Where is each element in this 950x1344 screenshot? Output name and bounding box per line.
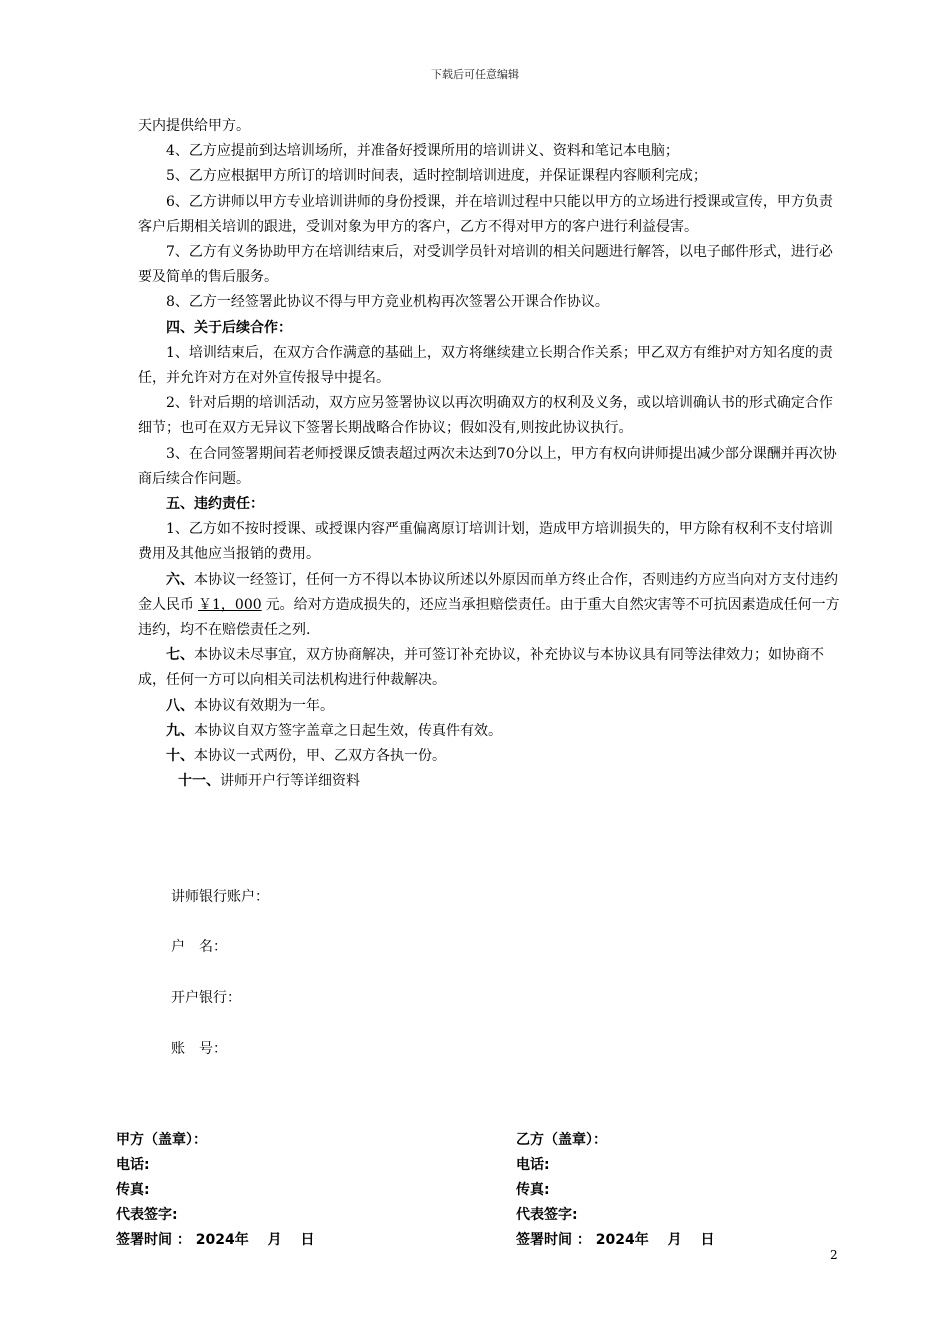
section-6 bbox=[138, 568, 840, 644]
bank-name-label: 开户银行： bbox=[171, 990, 241, 1006]
section-5-item-1: 1、乙方如不按时授课、或授课内容严重偏离原订培训计划，造成甲方培训损失的，甲方除有权利不支付培训费用及其他应当报销的费用。 bbox=[138, 521, 833, 563]
section-8-number: 八、 bbox=[166, 697, 194, 714]
page-number: 2 bbox=[830, 1248, 838, 1262]
section-4-heading: 四、关于后续合作： bbox=[166, 319, 292, 336]
account-number-label: 账 号： bbox=[171, 1041, 227, 1057]
section-10-number: 十、 bbox=[166, 748, 194, 765]
section-10 bbox=[138, 744, 840, 769]
party-b-signature-block bbox=[516, 1128, 714, 1253]
party-b-fax: 传真: bbox=[516, 1182, 550, 1198]
section-7 bbox=[138, 643, 840, 693]
page-header: 下载后可任意编辑 bbox=[431, 68, 519, 81]
party-b-date: 签署时间 ： 2024年 月 日 bbox=[516, 1232, 715, 1248]
section-10-text: 本协议一式两份，甲、乙双方各执一份。 bbox=[194, 748, 446, 765]
section-9-number: 九、 bbox=[166, 722, 194, 739]
section-11 bbox=[138, 769, 840, 794]
party-a-signature-block bbox=[116, 1128, 314, 1253]
party-b-representative: 代表签字: bbox=[516, 1207, 578, 1223]
section-7-number: 七、 bbox=[166, 647, 194, 664]
clause-7: 7、乙方有义务协助甲方在培训结束后，对受训学员针对培训的相关问题进行解答，以电子邮件形式，进行必要及简单的售后服务。 bbox=[138, 244, 833, 286]
section-4-item-3: 3、在合同签署期间若老师授课反馈表超过两次未达到70分以上，甲方有权向讲师提出减少部分课酬并再次协商后续合作问题。 bbox=[138, 445, 837, 487]
document-body bbox=[138, 114, 840, 794]
bank-account-label: 讲师银行账户： bbox=[171, 889, 269, 905]
section-4-item-2: 2、针对后期的培训活动，双方应另签署协议以再次明确双方的权利及义务，或以培训确认书的形式确定合作细节；也可在双方无异议下签署长期战略合作协议；假如没有,则按此协议执行。 bbox=[138, 395, 833, 437]
section-11-text: 讲师开户行等详细资料 bbox=[220, 773, 360, 790]
party-a-seal: 甲方（盖章）： bbox=[116, 1132, 207, 1148]
penalty-amount: ￥1，000 bbox=[198, 596, 262, 613]
section-5-heading: 五、违约责任： bbox=[166, 496, 264, 513]
clause-8: 8、乙方一经签署此协议不得与甲方竞业机构再次签署公开课合作协议。 bbox=[166, 294, 609, 311]
party-a-phone: 电话: bbox=[116, 1157, 150, 1173]
party-a-representative: 代表签字: bbox=[116, 1207, 178, 1223]
section-8-text: 本协议有效期为一年。 bbox=[194, 697, 334, 714]
clause-6: 6、乙方讲师以甲方专业培训讲师的身份授课，并在培训过程中只能以甲方的立场进行授课或宣传，甲方负责客户后期相关培训的跟进，受训对象为甲方的客户，乙方不得对甲方的客户进行利益侵害。 bbox=[138, 193, 833, 235]
clause-5: 5、乙方应根据甲方所订的培训时间表，适时控制培训进度，并保证课程内容顺利完成； bbox=[166, 168, 707, 185]
party-a-fax: 传真: bbox=[116, 1182, 150, 1198]
section-9 bbox=[138, 719, 840, 744]
section-4-item-1: 1、培训结束后，在双方合作满意的基础上，双方将继续建立长期合作关系；甲乙双方有维护对方知名度的责任，并允许对方在对外宣传报导中提名。 bbox=[138, 344, 833, 387]
party-b-phone: 电话: bbox=[516, 1157, 550, 1173]
party-b-seal: 乙方（盖章）： bbox=[516, 1132, 607, 1148]
party-a-date: 签署时间 ： 2024年 月 日 bbox=[116, 1232, 315, 1248]
section-9-text: 本协议自双方签字盖章之日起生效，传真件有效。 bbox=[194, 722, 502, 739]
account-name-label: 户 名： bbox=[171, 939, 227, 955]
section-6-text-after: 元。给对方造成损失的，还应当承担赔偿责任。由于重大自然灾害等不可抗因素造成任何一方违约，均不在赔偿责任之列. bbox=[138, 596, 840, 639]
section-11-number: 十一、 bbox=[178, 773, 220, 790]
section-8 bbox=[138, 694, 840, 719]
section-6-text-before: 本协议一经签订，任何一方不得以本协议所述以外原因而单方终止合作，否则违约方应当向对方支付违约金人民币 bbox=[138, 571, 838, 613]
section-7-text: 本协议未尽事宜，双方协商解决，并可签订补充协议，补充协议与本协议具有同等法律效力；如协商不成，任何一方可以向相关司法机构进行仲裁解决。 bbox=[138, 647, 824, 689]
clause-4: 4、乙方应提前到达培训场所，并准备好授课所用的培训讲义、资料和笔记本电脑； bbox=[166, 143, 679, 160]
paragraph-continuation: 天内提供给甲方。 bbox=[138, 118, 250, 134]
section-6-number: 六、 bbox=[166, 571, 194, 588]
